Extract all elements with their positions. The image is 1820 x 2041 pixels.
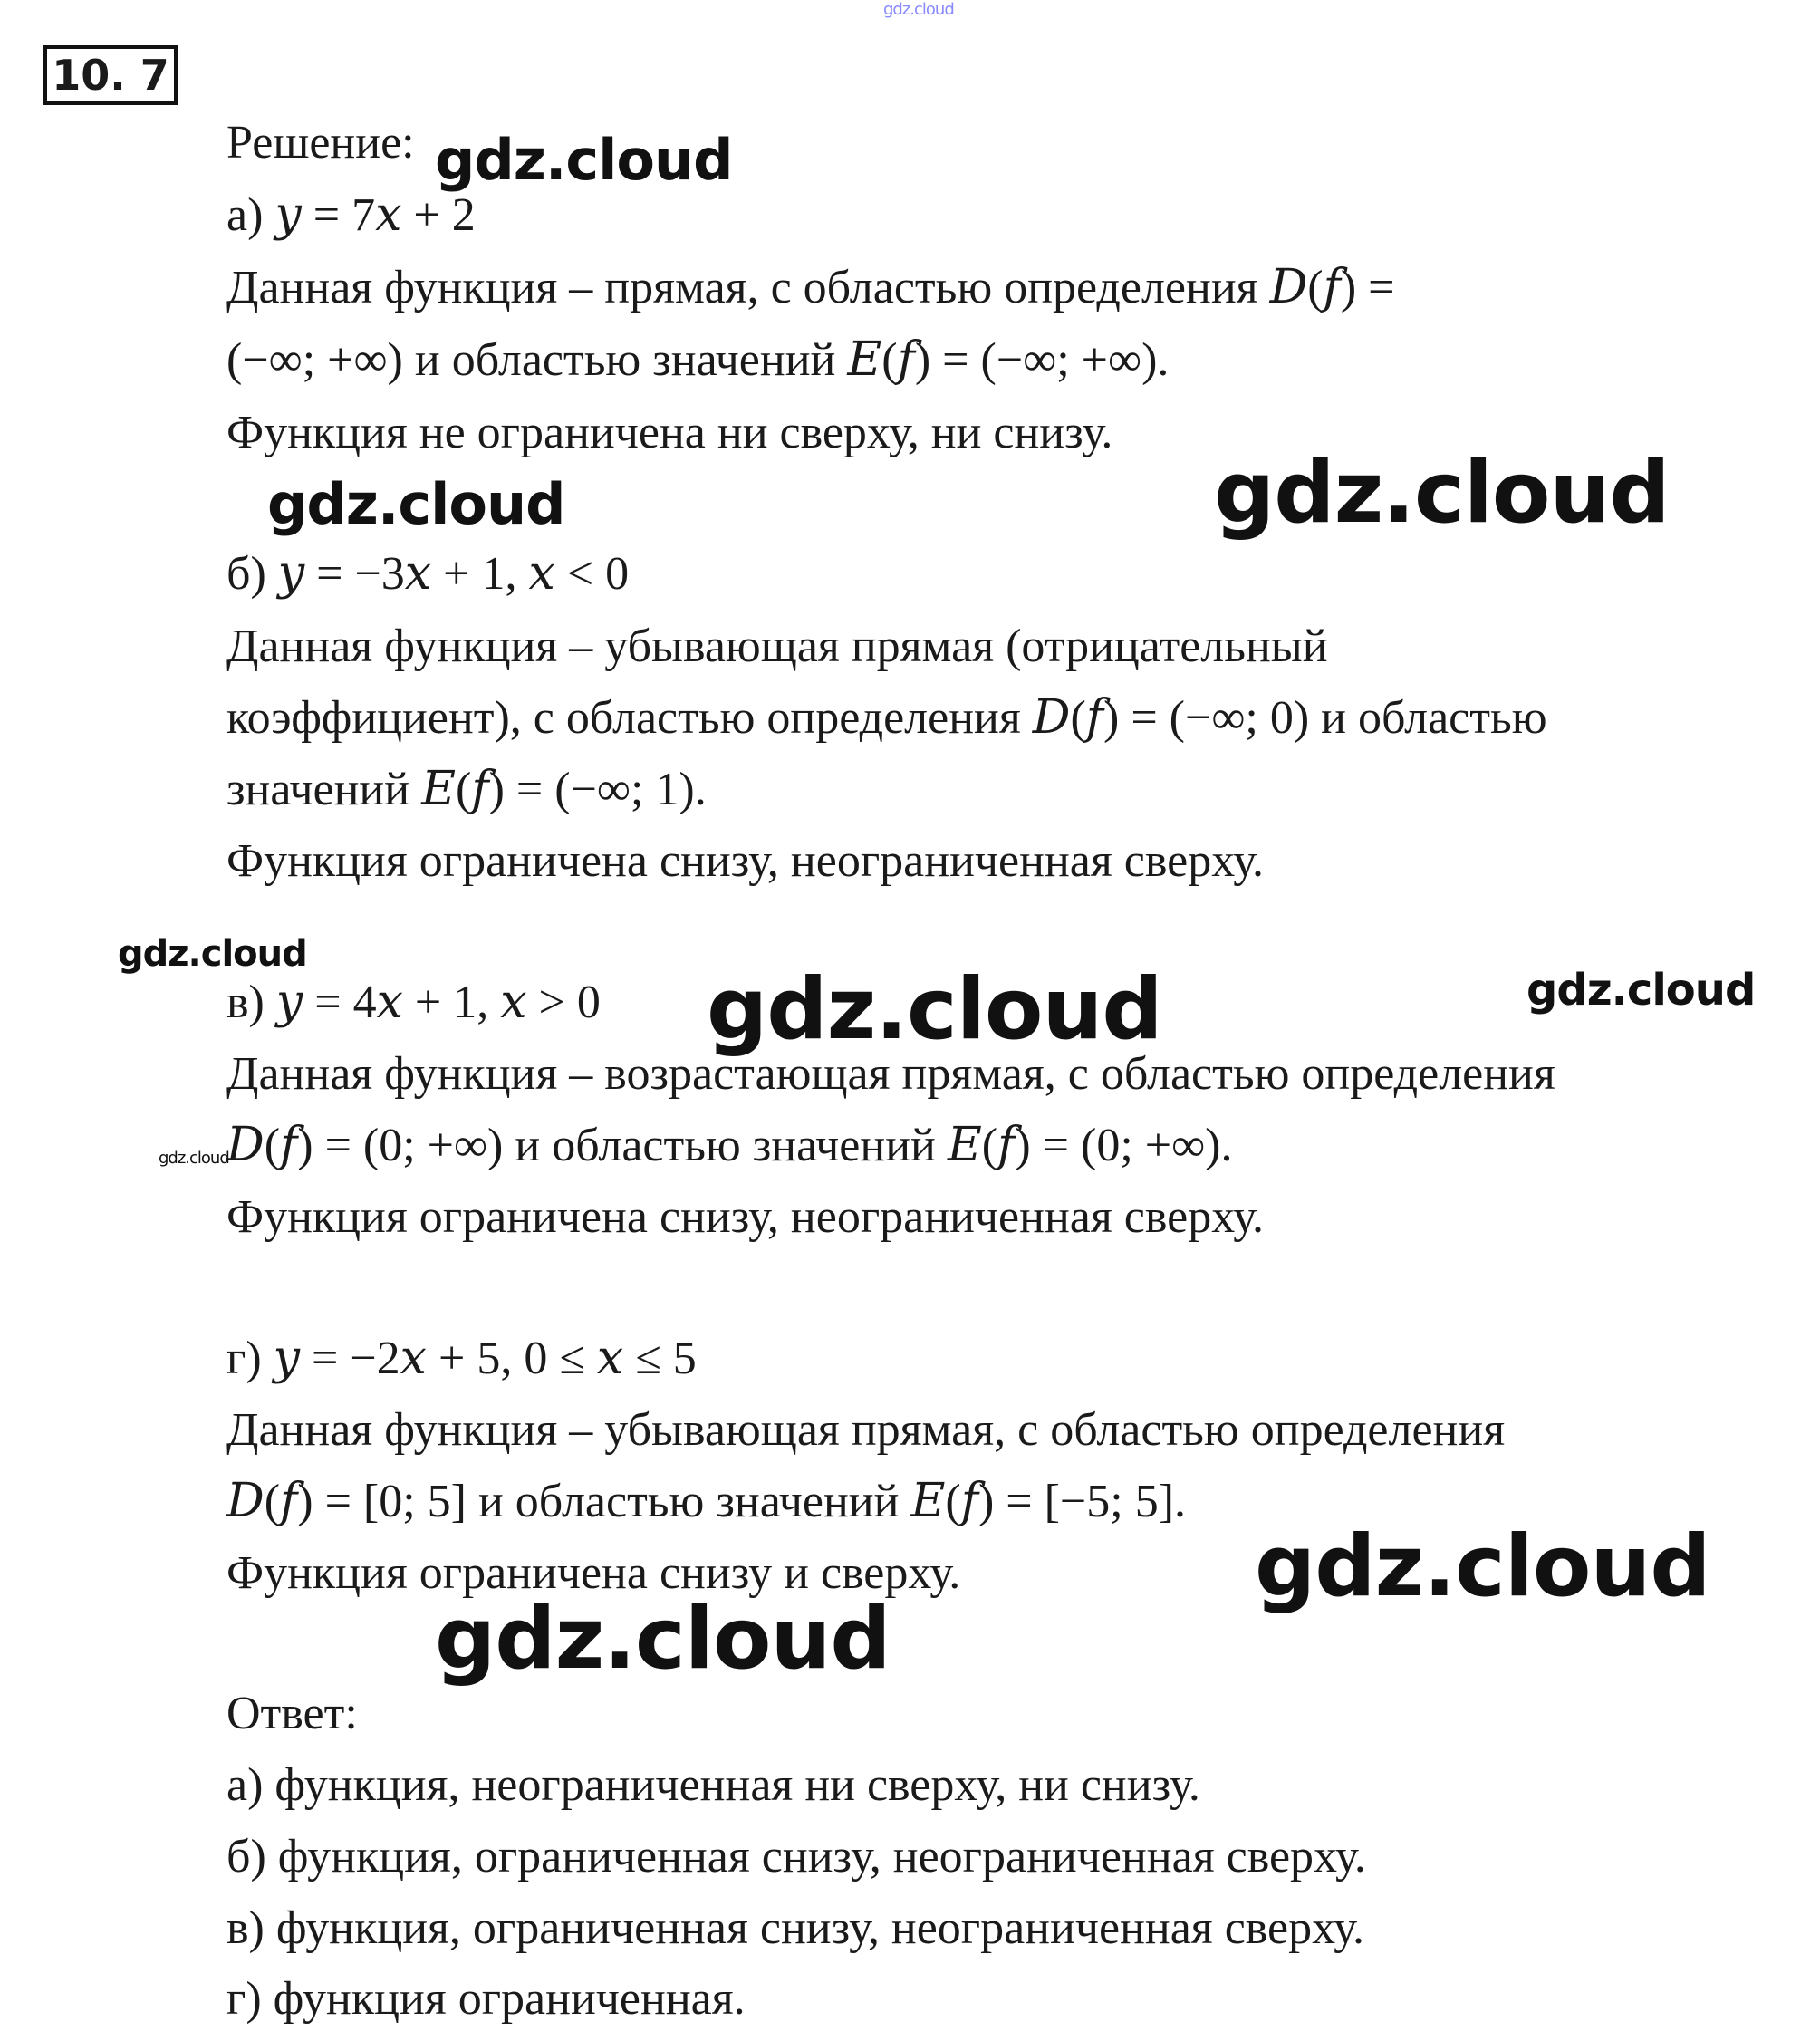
task-number-box: 10. 7 — [43, 45, 178, 105]
watermark: gdz.cloud — [435, 127, 733, 193]
watermark: gdz.cloud — [1526, 965, 1756, 1016]
answer-item: в) функция, ограниченная снизу, неограниченная сверху. — [226, 1902, 1364, 1954]
watermark: gdz.cloud — [159, 1149, 229, 1168]
part-a-equation: а) 𝑦 = 7𝑥 + 2 — [226, 189, 476, 241]
part-g-line-2: 𝐷(𝑓) = [0; 5] и областью значений 𝐸(𝑓) = [−5; 5]. — [226, 1476, 1187, 1527]
part-g-line-1: Данная функция – убывающая прямая, с областью определения — [226, 1404, 1506, 1456]
watermark: gdz.cloud — [118, 933, 307, 975]
answer-item: г) функция ограниченная. — [226, 1973, 746, 2025]
part-a-line-2: (−∞; +∞) и областью значений 𝐸(𝑓) = (−∞; +∞). — [226, 334, 1170, 386]
watermark: gdz.cloud — [435, 1590, 891, 1689]
answer-label: Ответ: — [226, 1688, 358, 1739]
part-b-line-4: Функция ограничена снизу, неограниченная сверху. — [226, 835, 1265, 887]
watermark: gdz.cloud — [707, 960, 1162, 1059]
part-v-line-2: 𝐷(𝑓) = (0; +∞) и областью значений 𝐸(𝑓) = (0; +∞). — [226, 1120, 1233, 1171]
watermark: gdz.cloud — [883, 0, 954, 19]
part-a-line-3: Функция не ограничена ни сверху, ни снизу. — [226, 407, 1113, 458]
part-b-line-2: коэффициент), с областью определения 𝐷(𝑓) = (−∞; 0) и областью — [226, 692, 1547, 744]
part-v-line-3: Функция ограничена снизу, неограниченная сверху. — [226, 1191, 1265, 1243]
solution-label: Решение: — [226, 117, 415, 168]
part-b-line-1: Данная функция – убывающая прямая (отрицательный — [226, 621, 1328, 672]
watermark: gdz.cloud — [267, 471, 565, 537]
part-g-line-3: Функция ограничена снизу и сверху. — [226, 1547, 961, 1599]
part-v-line-1: Данная функция – возрастающая прямая, с областью определения — [226, 1048, 1555, 1100]
part-a-line-1: Данная функция – прямая, с областью определения 𝐷(𝑓) = — [226, 262, 1395, 313]
watermark: gdz.cloud — [1255, 1517, 1710, 1616]
part-b-line-3: значений 𝐸(𝑓) = (−∞; 1). — [226, 764, 707, 815]
part-v-equation: в) 𝑦 = 4𝑥 + 1, 𝑥 > 0 — [226, 977, 601, 1028]
part-b-equation: б) 𝑦 = −3𝑥 + 1, 𝑥 < 0 — [226, 548, 630, 600]
answer-item: а) функция, неограниченная ни сверху, ни снизу. — [226, 1759, 1200, 1811]
watermark: gdz.cloud — [1214, 444, 1670, 543]
answer-item: б) функция, ограниченная снизу, неограниченная сверху. — [226, 1831, 1366, 1882]
part-g-equation: г) 𝑦 = −2𝑥 + 5, 0 ≤ 𝑥 ≤ 5 — [226, 1333, 697, 1384]
